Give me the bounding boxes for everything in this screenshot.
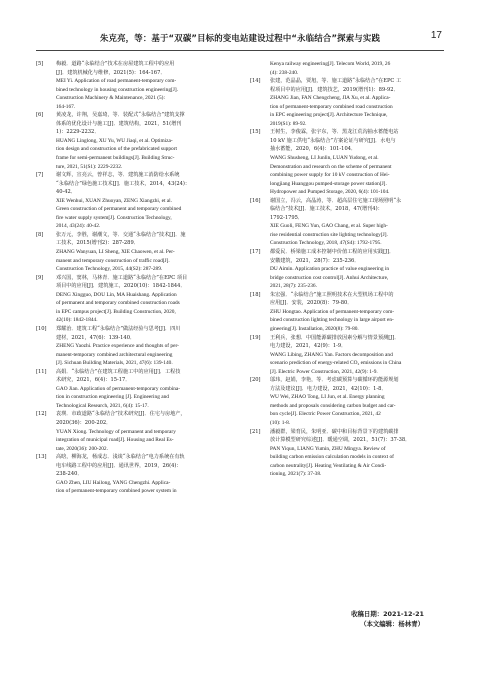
reference-line: WANG Libing, ZHANG Yan. Factors decomposition and (270, 351, 393, 358)
reference-line: 潘毅群，梁育民，朱明亚．碳中和目标背景下的建筑碳排 (270, 428, 399, 435)
reference-number: [13] (36, 454, 47, 461)
reference-entry (36, 60, 232, 111)
reference-line: (10): 1-8. (270, 419, 291, 426)
reference-line: ZHANG Wanyuan, LI Sheng, XIE Chaowen, et al. Per- (56, 249, 175, 256)
reference-line: 黄凌龙，许翔，吴嘉琦，等．装配式“永临结合”建筑支撑 (56, 112, 185, 119)
reference-entry (250, 376, 446, 427)
reference-line: [J]．建筑机械化与维修，2021(5)：164-167． (56, 69, 166, 76)
reference-line: DENG Xingguo, DOU Lin, MA Huaishang. Application (56, 291, 177, 298)
reference-line: GAO Jian. Application of permanent-temporary combina- (56, 385, 181, 392)
reference-line: 164-167. (56, 103, 76, 110)
reference-line: ZHU Hongtao. Application of permanent-temporary com- (270, 308, 395, 315)
reference-line: rise residential construction site lighting technology[J]. (270, 231, 388, 238)
reference-line: 术研究，2021，6(4)：15-17． (56, 377, 131, 384)
reference-line: XIE Guoli, FENG Yun, GAO Chang, et al. Super high- (270, 223, 388, 230)
reference-line: 邬玮，赵娟，李艳，等．考虑碳预算与碳循环的能源规划 (270, 377, 399, 384)
reference-line: scenario prediction of energy-related CO₂ emissions in China (270, 360, 402, 367)
reference-line: 工技术，2015(增刊2)：287-289． (56, 240, 139, 247)
reference-line: 应用[J]．安装，2020(8)：79-80． (270, 300, 353, 307)
reference-number: [9] (36, 274, 44, 281)
reference-line: frame for semi-permanent buildings[J]. Building Struc- (56, 155, 175, 162)
reference-line: 42(10): 1842-1844. (56, 317, 98, 324)
reference-entry (36, 274, 232, 325)
reference-line: YUAN Xiong. Technology of permanent and temporary (56, 428, 176, 435)
reference-line: Hydropower and Pumped Storage, 2020, 6(4): 101-104. (270, 189, 390, 196)
reference-number: [15] (250, 129, 261, 136)
reference-line: Demonstration and research on the scheme of permanent (270, 163, 392, 170)
reference-number: [10] (36, 325, 47, 332)
reference-line: 王利兵，张想．中国能源碳排放因素分解与情景预测[J]． (270, 334, 400, 341)
reference-line: 袁瑛．市政道路“永临结合”技术研究[J]．住宅与房地产， (56, 411, 186, 418)
reference-line: fire water supply system[J]. Construction Technology, (56, 214, 172, 221)
reference-line: combining power supply for 10 kV construction of Hei- (270, 172, 390, 179)
reference-line: 高娟．“永临结合”在建筑工程施工中的应用[J]．工程技 (56, 368, 181, 375)
reference-number: [17] (250, 249, 261, 256)
reference-line: 郑耀治．建筑工程“永临结合”做法经验与思考[J]．四川 (56, 325, 181, 332)
reference-line: 朱宏强．“永临结合”施工照明技术在大型机场工程中的 (270, 291, 394, 298)
reference-line: 方法及建议[J]．电力建设，2021，42(10)：1-8． (270, 385, 387, 392)
reference-line: ture, 2021, 51(S1): 2229-2232. (56, 163, 123, 170)
received-date: 收稿日期：2021-12-21 (351, 610, 424, 618)
reference-number: [11] (36, 368, 47, 375)
page-number: 17 (430, 30, 442, 41)
reference-line: Kenya railway engineering[J]. Telecom World, 2019, 26 (270, 61, 391, 67)
reference-entry (250, 428, 446, 479)
reference-line: 谢国立，冯云，高晶涛，等．超高层住宅施工现场照明“永 (270, 197, 402, 204)
reference-line: 程项目中的应用[J]．建筑技艺，2019(增刊1)：89-92． (270, 86, 399, 93)
reference-line: manent and temporary construction of traffic road[J]. (56, 257, 170, 264)
reference-line: bined technology in housing construction engineering[J]. (56, 86, 178, 93)
reference-line: bon cycle[J]. Electric Power Construction, 2021, 42 (270, 411, 381, 418)
reference-number: [16] (250, 197, 261, 204)
reference-line: carbon neutrality[J]. Heating Ventilating & Air Condi- (270, 462, 387, 469)
page-header (36, 30, 444, 51)
reference-entry (250, 291, 446, 334)
reference-entry (36, 171, 232, 231)
reference-line: (4): 238-240. (270, 69, 299, 76)
reference-line: Green construction of permanent and temporary combined (56, 206, 182, 213)
reference-line: ZHENG Yaozhi. Practice experience and thoughts of per- (56, 343, 179, 350)
reference-entry (36, 111, 232, 171)
reference-line: HUANG Linglong, XU Yu, WU Jiaqi, et al. Optimiza- (56, 137, 173, 144)
references-left-column (36, 60, 232, 496)
reference-line: of permanent and temporary combined construction roads (56, 300, 180, 307)
reference-entry (250, 197, 446, 248)
reference-entry (36, 453, 232, 496)
reference-line: [J]. Sichuan Building Materials, 2021, 47(6): 139-140. (56, 360, 173, 367)
reference-line: GAO Zhen, LIU Hailong, YANG Chengzhi. Applica- (56, 479, 171, 486)
reference-line: Construction Machinery & Maintenance, 2021 (5): (56, 95, 165, 102)
reference-line: tate, 2020(36): 200-202. (56, 445, 108, 452)
reference-line: 放计算模型研究综述[J]．暖通空调，2021，51(7)：37-38． (270, 437, 411, 444)
references-right-column (250, 60, 446, 479)
reference-number: [19] (250, 334, 261, 341)
reference-entry (36, 368, 232, 411)
reference-line: 10 kV 施工供电“永临结合”方案论证与研究[J]．水电与 (270, 137, 396, 144)
reference-line: building carbon emission calculation models in context of (270, 454, 394, 461)
reference-number: [5] (36, 61, 44, 67)
reference-line: WU Wei, ZHAO Tong, LI Jun, et al. Energy planning (270, 394, 385, 401)
reference-line: WANG Shusheng, LI Junlin, LUAN Yudong, et al. (270, 155, 379, 162)
reference-line: bined construction lighting technology in large airport en- (270, 317, 394, 324)
reference-line: Technological Research, 2021, 6(4): 15-17. (56, 402, 149, 409)
reference-line: 体系的优化设计与施工[J]．建筑结构，2021，51(增刊 (56, 120, 182, 127)
reference-line: methods and proposals considering carbon budget and car- (270, 402, 396, 409)
reference-entry (36, 231, 232, 274)
reference-line: 张建，范晶晶，贾旭，等．施工道路“永临结合”在EPC 工 (270, 78, 402, 85)
reference-entry (250, 334, 446, 377)
reference-entry (250, 248, 446, 291)
reference-line: 项目中的应用[J]．建筑施工，2020(10)：1842-1844． (56, 283, 186, 290)
reference-line: XIE Wenhui, XUAN Zhuoyan, ZENG Xiangzhi, et al. (56, 197, 172, 204)
reference-line: 高晗，柳海龙，杨成志．浅谈“永临结合”电力系统在有轨 (56, 454, 185, 461)
reference-line: tion design and construction of the prefabricated support (56, 146, 177, 153)
reference-line: 2021, 28(7): 235-236. (270, 283, 317, 290)
reference-line: 40-42． (56, 189, 76, 196)
reference-line: 1)：2229-2232． (56, 129, 100, 136)
reference-line: 谢文辉，宣亮云，曾祥志，等．建筑施工消防给水系统 (56, 172, 180, 179)
running-title: 朱克亮，等：基于“双碳”目标的变电站建设过程中“永临结合”探索与实践 (99, 33, 381, 43)
reference-number: [7] (36, 172, 44, 179)
reference-line: 建材，2021，47(6)：139-140． (56, 334, 136, 341)
reference-number: [14] (250, 78, 261, 85)
reference-line: 临结合”技术[J]．施工技术，2018，47(增刊4)： (270, 206, 383, 213)
reference-line: gineering[J]. Installation, 2020(8): 79-80. (270, 325, 359, 332)
article-footer (351, 609, 424, 629)
reference-line: 梅毅．道路“永临结合”技术在房屋建筑工程中的应用 (56, 61, 175, 67)
reference-line: Construction Technology, 2018, 47(S4): 1792-1795. (270, 240, 382, 247)
reference-line: tion of permanent-temporary combined power system in (56, 488, 177, 495)
reference-line: 2014, 43(24): 40-42. (56, 223, 101, 230)
reference-line: 抽水蓄能，2020，6(4)：101-104． (270, 146, 357, 153)
editor-note: （本文编辑：杨林青） (360, 620, 424, 628)
reference-line: tion in construction engineering [J]. Engineering and (56, 394, 169, 401)
reference-line: 电力建设，2021，42(9)：1-9． (270, 343, 347, 350)
reference-number: [21] (250, 428, 261, 435)
reference-line: “永临结合”绿色施工技术[J]．施工技术，2014，43(24)： (56, 180, 191, 187)
reference-line: MEI Yi. Application of road permanent-temporary com- (56, 78, 177, 85)
reference-line: 238-240． (56, 471, 83, 478)
reference-number: [20] (250, 377, 261, 384)
reference-line: tioning, 2021(7): 37-38. (270, 471, 322, 478)
reference-line: longjiang Huanggou pumped-storage power station[J]. (270, 180, 387, 187)
reference-entry (250, 60, 446, 77)
reference-number: [6] (36, 112, 44, 119)
reference-line: 都爱民．桥梁施工成本控制中价值工程的应用实践[J]． (270, 249, 395, 256)
reference-line: 张万元，李胜，谢潮文，等．交通“永临结合”技术[J]．施 (56, 231, 186, 238)
reference-line: Construction Technology, 2015, 44(S2): 287-289. (56, 266, 163, 273)
reference-line: in EPC campus project[J]. Building Construction, 2020, (56, 308, 176, 315)
reference-entry (250, 77, 446, 128)
reference-line: integration of municipal road[J]. Housing and Real Es- (56, 437, 174, 444)
reference-line: 2020(36)：200-202． (56, 419, 112, 426)
reference-line: 1792-1795． (270, 214, 304, 221)
reference-entry (250, 128, 446, 196)
reference-entry (36, 410, 232, 453)
reference-line: 2019(S1): 89-92. (270, 120, 307, 127)
reference-line: 王树生，李俊霖，张宇东，等．黑龙江荒沟抽水蓄能电站 (270, 129, 399, 136)
reference-line: bridge construction cost control[J]. Anhui Architecture, (270, 274, 389, 281)
reference-number: [18] (250, 291, 261, 298)
reference-line: in EPC engineering project[J]. Architecture Technique, (270, 112, 388, 119)
reference-line: 安徽建筑，2021，28(7)：235-236． (270, 257, 360, 264)
reference-line: manent-temporary combined architectural engineering (56, 351, 173, 358)
reference-line: DU Aimin. Application practice of value engineering in (270, 266, 390, 273)
reference-line: [J]. Electric Power Construction, 2021, 42(9): 1-9. (270, 368, 378, 375)
reference-number: [8] (36, 231, 44, 238)
reference-line: 电车线路工程中的应用[J]．通讯世界，2019，26(4)： (56, 462, 182, 469)
reference-number: [12] (36, 411, 47, 418)
reference-line: tion of permanent-temporary combined road construction (270, 103, 393, 110)
reference-entry (36, 325, 232, 368)
reference-line: 邓兴国，窦林，马林青．施工道路“永临结合”在EPC 项目 (56, 274, 188, 281)
reference-line: PAN Yiqun, LIANG Yumin, ZHU Mingya. Review of (270, 445, 386, 452)
reference-line: ZHANG Jian, FAN Chengcheng, JIA Xu, et al. Applica- (270, 95, 391, 102)
